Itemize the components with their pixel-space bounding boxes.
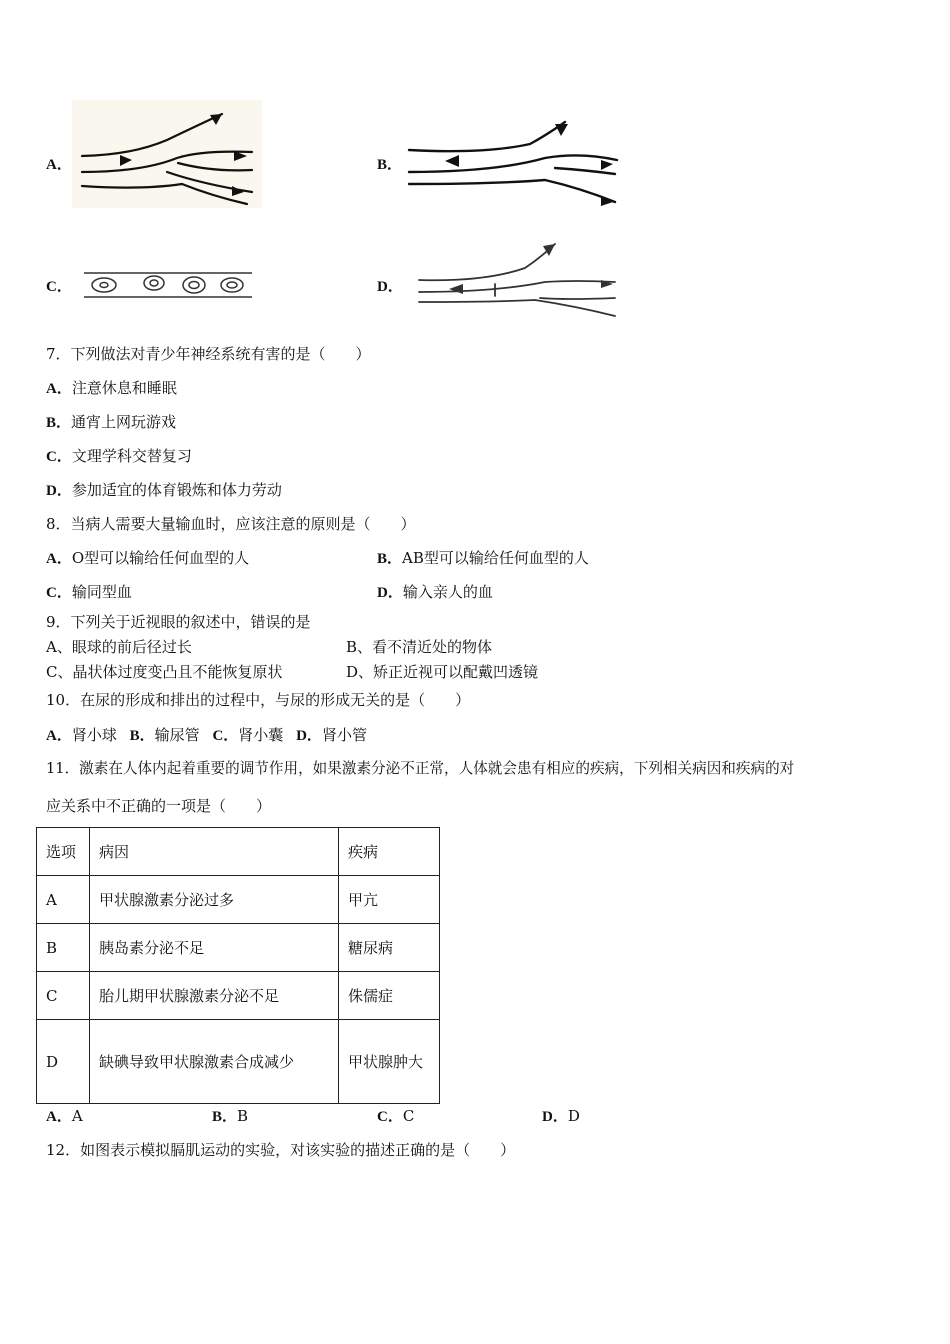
q10-option-b-text: 输尿管	[154, 726, 200, 744]
q10-option-d-text: 肾小管	[321, 726, 367, 744]
figure-b-blood-vessel	[405, 118, 620, 208]
q11-option-a	[46, 1106, 83, 1127]
q10-stem: 10．在尿的形成和排出的过程中，与尿的形成无关的是（ ）	[46, 691, 471, 709]
q7-option-d-text: 参加适宜的体育锻炼和体力劳动	[71, 481, 282, 499]
q8-option-d-text: 输入亲人的血	[402, 583, 493, 601]
q7-option-a-text: 注意休息和睡眠	[71, 379, 177, 397]
q7-option-c	[46, 446, 192, 467]
q9-option-b: B、看不清近处的物体	[346, 638, 493, 656]
table-cell: 侏儒症	[339, 972, 440, 1020]
table-cell: D	[37, 1020, 90, 1104]
q8-option-c	[46, 582, 132, 603]
q11-option-b-letter: B．	[212, 1109, 238, 1125]
q8-stem: 8．当病人需要大量输血时，应该注意的原则是（ ）	[46, 515, 416, 533]
q9-stem: 9．下列关于近视眼的叙述中，错误的是	[46, 613, 311, 631]
figure-a-blood-vessel	[72, 100, 262, 208]
figure-c-capillary	[82, 267, 254, 303]
table-row	[37, 1020, 440, 1104]
q7-option-a-letter: A．	[46, 381, 72, 397]
q10-option-c-text: 肾小囊	[238, 726, 284, 744]
q7-option-b	[46, 412, 176, 433]
q8-option-b-letter: B．	[377, 551, 403, 567]
q7-option-d	[46, 480, 282, 501]
q10-option-c-letter: C．	[212, 728, 239, 744]
q11-stem-line2: 应关系中不正确的一项是（ ）	[46, 797, 272, 815]
q8-option-c-text: 输同型血	[71, 583, 132, 601]
table-cell: 缺碘导致甲状腺激素合成减少	[90, 1020, 339, 1104]
figure-label-c: C．	[46, 279, 72, 295]
q10-option-b-letter: B．	[129, 728, 155, 744]
table-header-cell: 疾病	[339, 828, 440, 876]
q11-option-d	[542, 1106, 580, 1127]
q8-option-c-letter: C．	[46, 585, 72, 601]
q8-option-a-letter: A．	[46, 551, 72, 567]
q9-option-d: D、矫正近视可以配戴凹透镜	[346, 663, 539, 681]
q11-option-d-letter: D．	[542, 1109, 568, 1125]
table-cell: 胰岛素分泌不足	[90, 924, 339, 972]
table-cell: 甲状腺肿大	[339, 1020, 440, 1104]
q7-option-c-letter: C．	[46, 449, 72, 465]
figure-d-blood-vessel	[415, 240, 620, 320]
table-header-row	[37, 828, 440, 876]
q11-option-c	[377, 1106, 414, 1127]
q11-option-d-text: D	[567, 1107, 580, 1125]
table-cell: A	[37, 876, 90, 924]
q11-option-b	[212, 1106, 248, 1127]
table-cell: 胎儿期甲状腺激素分泌不足	[90, 972, 339, 1020]
q10-options	[46, 725, 367, 746]
figure-label-b: B．	[377, 157, 403, 173]
table-cell: 甲状腺激素分泌过多	[90, 876, 339, 924]
q7-option-d-letter: D．	[46, 483, 72, 499]
q11-table	[36, 827, 440, 1104]
q11-option-c-letter: C．	[377, 1109, 403, 1125]
table-row	[37, 876, 440, 924]
q8-option-d-letter: D．	[377, 585, 403, 601]
q8-option-b	[377, 548, 589, 569]
table-cell: B	[37, 924, 90, 972]
q7-option-a	[46, 378, 177, 399]
q9-option-a: A、眼球的前后径过长	[46, 638, 192, 656]
figure-label-d: D．	[377, 279, 403, 295]
q7-option-c-text: 文理学科交替复习	[71, 447, 192, 465]
figure-label-a: A．	[46, 157, 72, 173]
table-row	[37, 972, 440, 1020]
q7-option-b-letter: B．	[46, 415, 72, 431]
q8-option-b-text: AB型可以输给任何血型的人	[402, 549, 589, 567]
q7-option-b-text: 通宵上网玩游戏	[71, 413, 177, 431]
q10-option-a-letter: A．	[46, 728, 72, 744]
table-header-cell: 病因	[90, 828, 339, 876]
table-row	[37, 924, 440, 972]
q11-option-a-letter: A．	[46, 1109, 72, 1125]
q12-stem: 12．如图表示模拟膈肌运动的实验，对该实验的描述正确的是（ ）	[46, 1141, 516, 1159]
q10-option-d-letter: D．	[296, 728, 322, 744]
q10-option-a-text: 肾小球	[71, 726, 117, 744]
table-cell: 甲亢	[339, 876, 440, 924]
q8-option-a-text: O型可以输给任何血型的人	[71, 549, 250, 567]
table-header-cell: 选项	[37, 828, 90, 876]
q11-stem-line1: 11．激素在人体内起着重要的调节作用，如果激素分泌不正常，人体就会患有相应的疾病，下列相关病因和疾病的对	[46, 760, 795, 777]
table-cell: 糖尿病	[339, 924, 440, 972]
table-cell: C	[37, 972, 90, 1020]
q8-option-d	[377, 582, 493, 603]
q7-stem: 7．下列做法对青少年神经系统有害的是（ ）	[46, 345, 371, 363]
q11-option-a-text: A	[71, 1107, 83, 1125]
q11-option-b-text: B	[237, 1107, 249, 1125]
q11-option-c-text: C	[402, 1107, 415, 1125]
q8-option-a	[46, 548, 249, 569]
q9-option-c: C、晶状体过度变凸且不能恢复原状	[46, 663, 283, 681]
